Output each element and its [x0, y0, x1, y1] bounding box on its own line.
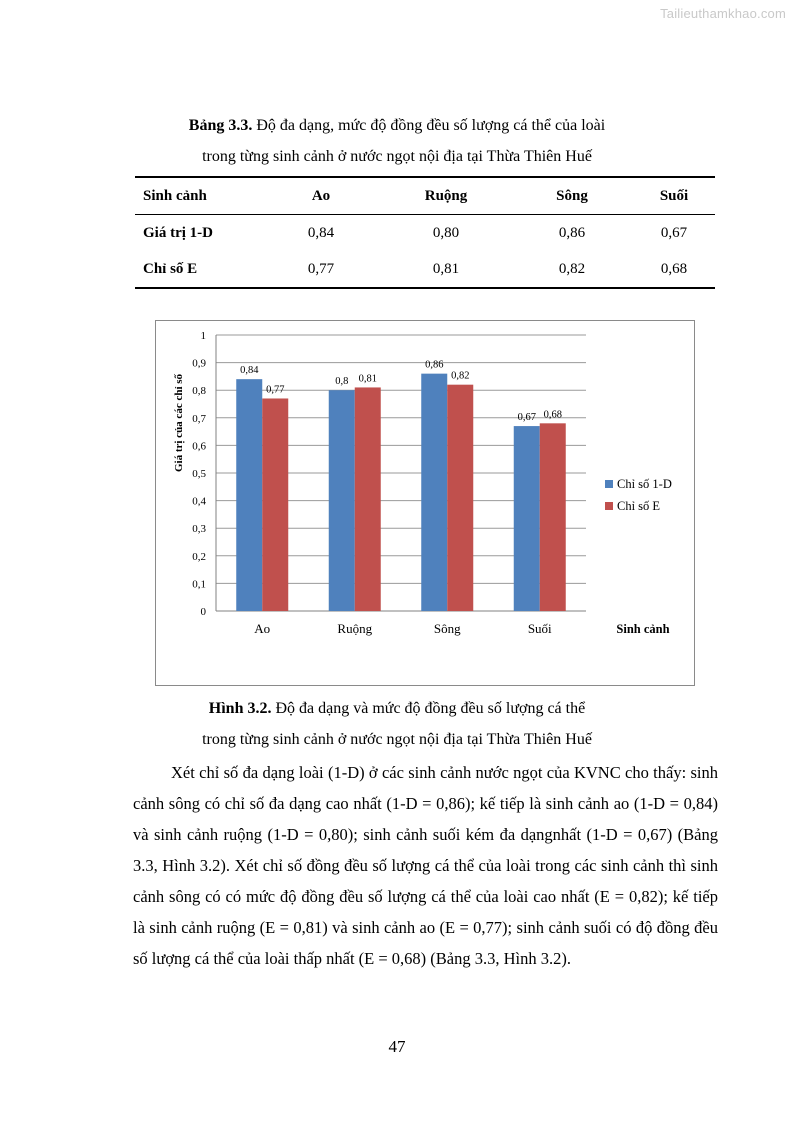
- table-cell: 0,82: [558, 260, 586, 277]
- bar: [421, 374, 447, 611]
- table-cell: 0,77: [307, 260, 335, 277]
- y-tick-label: 1: [200, 330, 206, 342]
- y-tick-label: 0,7: [192, 412, 206, 425]
- y-tick-label: 0,9: [192, 357, 206, 370]
- data-label: 0,82: [451, 370, 470, 382]
- bar: [355, 387, 381, 611]
- x-tick-label: Sông: [433, 621, 461, 636]
- table-row: [135, 251, 715, 288]
- legend-label: Chỉ số E: [617, 499, 661, 513]
- x-tick-label: Ao: [254, 621, 271, 636]
- page-number: 47: [388, 1037, 406, 1056]
- data-label: 0,77: [266, 384, 285, 396]
- bar: [236, 379, 262, 611]
- figure-caption-line2: trong từng sinh cảnh ở nước ngọt nội địa tại Thừa Thiên Huế: [202, 731, 592, 748]
- data-label: 0,68: [543, 409, 562, 421]
- x-axis-title: Sinh cảnh: [616, 622, 670, 636]
- table-cell: 0,80: [432, 224, 460, 241]
- bar-chart: [155, 320, 695, 686]
- bar: [514, 426, 540, 611]
- bar: [262, 398, 288, 611]
- data-label: 0,86: [425, 359, 444, 371]
- table-caption-line1: [0, 116, 794, 136]
- table-cell: 0,67: [660, 224, 688, 241]
- y-tick-label: 0,8: [192, 385, 206, 398]
- y-tick-label: 0: [200, 606, 206, 618]
- chart-svg: [156, 321, 696, 687]
- legend-swatch: [605, 480, 613, 488]
- table-cell: Giá trị 1-D: [143, 224, 213, 241]
- table-cell: 0,81: [432, 260, 460, 277]
- data-table: [135, 176, 715, 289]
- table-cell: Chỉ số E: [143, 260, 198, 277]
- legend-label: Chỉ số 1-D: [617, 477, 672, 491]
- bar: [540, 423, 566, 611]
- table-header-cell: Ruộng: [424, 187, 468, 204]
- y-tick-label: 0,6: [192, 440, 206, 453]
- y-tick-label: 0,5: [192, 468, 206, 480]
- table-header-cell: Ao: [311, 187, 331, 204]
- data-label: 0,81: [358, 373, 377, 385]
- table-header-row: [135, 177, 715, 215]
- table-header-cell: Sông: [556, 187, 588, 204]
- table-cell: 0,68: [660, 260, 688, 277]
- y-axis-title: Giá trị của các chỉ số: [173, 373, 185, 473]
- table-caption-text: Độ đa dạng, mức độ đồng đều số lượng cá thể của loài: [256, 117, 606, 134]
- x-tick-label: Suối: [527, 621, 552, 636]
- y-tick-label: 0,2: [192, 550, 206, 563]
- legend-swatch: [605, 502, 613, 510]
- data-label: 0,8: [335, 376, 349, 388]
- table-caption-line2: trong từng sinh cảnh ở nước ngọt nội địa tại Thừa Thiên Huế: [202, 148, 592, 165]
- y-tick-label: 0,3: [192, 523, 206, 536]
- body-paragraph: Xét chỉ số đa dạng loài (1-D) ở các sinh cảnh nước ngọt của KVNC cho thấy: sinh cảnh sông có chỉ số đa dạng cao nhất (1-D = 0,86); kế tiếp là sinh cảnh ao (1-D = 0,84) và sinh cảnh ruộng (1-D = 0,80); sinh cảnh suối kém đa dạngnhất (1-D = 0,67) (Bảng 3.3, Hình 3.2). Xét chỉ số đồng đều số lượng cá thể của loài trong các sinh cảnh thì sinh cảnh sông có có mức độ đồng đều số lượng cá thể của loài cao nhất (E = 0,82); kế tiếp là sinh cảnh ruộng (E = 0,81) và sinh cảnh ao (E = 0,77); sinh cảnh suối có độ đồng đều số lượng cá thể của loài thấp nhất (E = 0,68) (Bảng 3.3, Hình 3.2).: [133, 763, 718, 968]
- watermark: Tailieuthamkhao.com: [660, 6, 786, 21]
- y-tick-label: 0,4: [192, 495, 206, 508]
- y-tick-label: 0,1: [192, 578, 206, 591]
- data-label: 0,67: [517, 412, 536, 424]
- table-header-cell: Sinh cảnh: [143, 187, 207, 204]
- data-label: 0,84: [240, 365, 259, 377]
- x-tick-label: Ruộng: [337, 621, 373, 636]
- figure-caption-text: Độ đa dạng và mức độ đồng đều số lượng cá thể: [275, 700, 586, 717]
- table-header-cell: Suối: [659, 187, 689, 204]
- bar: [329, 390, 355, 611]
- table-cell: 0,86: [558, 224, 586, 241]
- figure-caption-line1: [0, 699, 794, 719]
- table-caption-label: Bảng 3.3.: [188, 117, 253, 134]
- figure-caption-label: Hình 3.2.: [208, 700, 272, 717]
- table-row: [135, 215, 715, 252]
- table-cell: 0,84: [307, 224, 335, 241]
- bar: [447, 385, 473, 611]
